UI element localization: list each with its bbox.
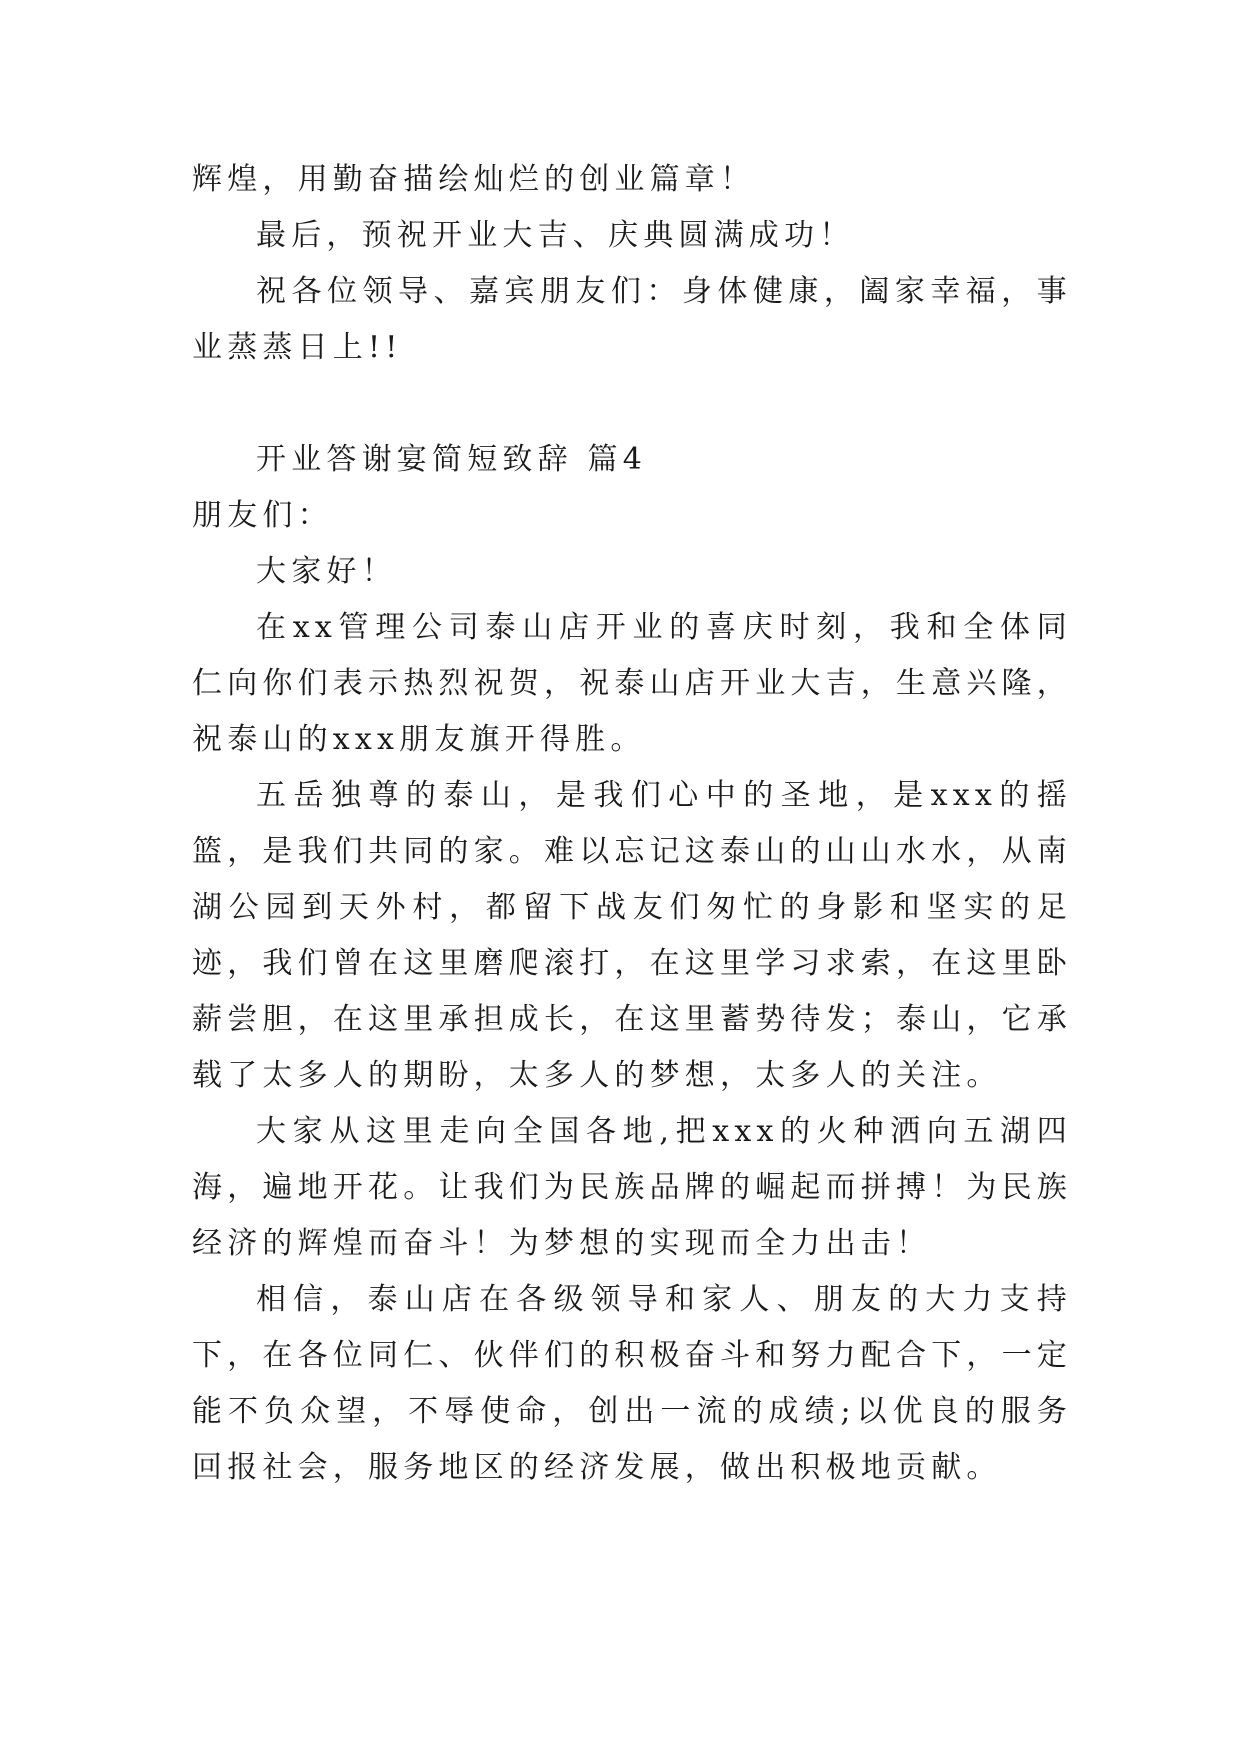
body-paragraph: 大家从这里走向全国各地,把xxx的火种洒向五湖四海，遍地开花。让我们为民族品牌的崛起而拼搏！为民族经济的辉煌而奋斗！为梦想的实现而全力出击！ [192,1114,1072,1261]
body-paragraph: 五岳独尊的泰山，是我们心中的圣地，是xxx的摇篮，是我们共同的家。难以忘记这泰山的山山水水，从南湖公园到天外村，都留下战友们匆忙的身影和坚实的足迹，我们曾在这里磨爬滚打，在这里学习求索，在这里卧薪尝胆，在这里承担成长，在这里蓄势待发；泰山，它承载了太多人的期盼，太多人的梦想，太多人的关注。 [192,778,1072,1093]
closing-wish-paragraph: 最后，预祝开业大吉、庆典圆满成功！ [256,218,855,253]
continuation-paragraph: 辉煌，用勤奋描绘灿烂的创业篇章！ [192,162,756,197]
section-title: 开业答谢宴简短致辞 篇4 [256,442,648,477]
document-body [192,152,1072,1496]
salutation: 朋友们： [192,498,333,533]
blessing-paragraph: 祝各位领导、嘉宾朋友们：身体健康，阖家幸福，事业蒸蒸日上!! [192,274,1072,365]
body-paragraph: 在xx管理公司泰山店开业的喜庆时刻，我和全体同仁向你们表示热烈祝贺，祝泰山店开业大吉，生意兴隆，祝泰山的xxx朋友旗开得胜。 [192,610,1072,757]
greeting: 大家好！ [256,554,397,589]
body-paragraph: 相信，泰山店在各级领导和家人、朋友的大力支持下，在各位同仁、伙伴们的积极奋斗和努力配合下，一定能不负众望，不辱使命，创出一流的成绩;以优良的服务回报社会，服务地区的经济发展，做出积极地贡献。 [192,1282,1072,1485]
section-spacer [192,376,1072,432]
